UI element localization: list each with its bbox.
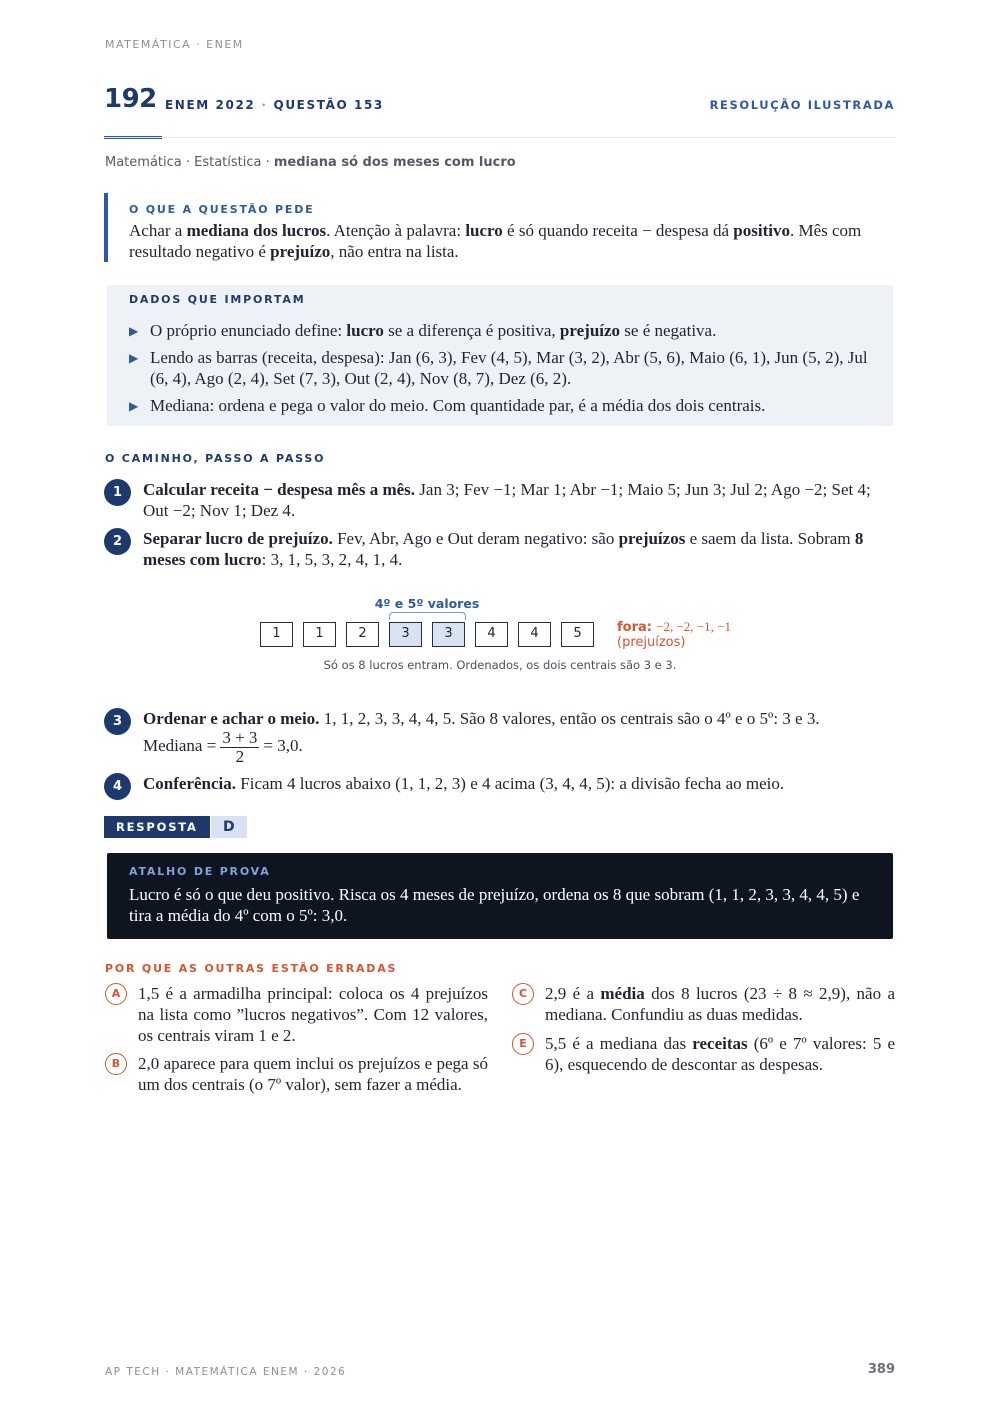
step-number-badge: 4	[104, 773, 131, 800]
shortcut-text: Lucro é só o que deu positivo. Risca os 4 meses de prejuízo, ordena os 8 que sobram (1, 1, 2, 3, 3, 4, 4, 5) e tira a média do 4º com o 5º: 3,0.	[129, 885, 860, 925]
option-explanation: 1,5 é a armadilha principal: coloca os 4 prejuízos na lista como ”lucros negativos”. Com 12 valores, os centrais viram 1 e 2.	[138, 984, 488, 1045]
answer-badge	[104, 816, 247, 838]
highlight-label: 4º e 5º valores	[374, 596, 480, 611]
wrong-option-c	[512, 983, 895, 1025]
answer-label: RESPOSTA	[104, 816, 210, 838]
value-box: 5	[561, 622, 594, 647]
step-text: Calcular receita − despesa mês a mês. Jan 3; Fev −1; Mar 1; Abr −1; Maio 5; Jun 3; Jul 2; Ago −2; Set 4; Out −2; Nov 1; Dez 4.	[143, 480, 871, 520]
step-number-badge: 3	[104, 708, 131, 735]
wrong-options-label: POR QUE AS OUTRAS ESTÃO ERRADAS	[105, 962, 398, 975]
step-number-badge: 2	[104, 528, 131, 555]
answer-letter: D	[211, 816, 247, 838]
option-letter-circle: C	[512, 983, 534, 1005]
figure-caption: Só os 8 lucros entram. Ordenados, os dois centrais são 3 e 3.	[323, 658, 677, 672]
option-letter-circle: B	[105, 1053, 127, 1075]
topic-prefix: Matemática · Estatística ·	[105, 155, 274, 170]
wrong-option-a	[105, 983, 488, 1046]
value-box: 4	[475, 622, 508, 647]
header-section-title: RESOLUÇÃO ILUSTRADA	[709, 98, 895, 112]
key-data-box	[107, 285, 893, 426]
steps-section-label: O CAMINHO, PASSO A PASSO	[105, 452, 326, 465]
question-asks-label: O QUE A QUESTÃO PEDE	[129, 203, 315, 216]
option-explanation: 5,5 é a mediana das receitas (6º e 7º valores: 5 e 6), esquecendo de descontar as despesas.	[545, 1034, 895, 1074]
value-box-highlighted: 3	[432, 622, 465, 647]
wrong-option-b	[105, 1053, 488, 1095]
step-4	[104, 773, 895, 794]
page-number: 389	[867, 1362, 895, 1377]
bullet-triangle-icon: ▶	[129, 351, 139, 365]
key-data-label: DADOS QUE IMPORTAM	[129, 293, 306, 306]
value-box: 1	[303, 622, 336, 647]
step-text: Separar lucro de prejuízo. Fev, Abr, Ago e Out deram negativo: são prejuízos e saem da lista. Sobram 8 meses com lucro: 3, 1, 5, 3, 2, 4, 1, 4.	[143, 529, 864, 569]
median-formula: Mediana = $\frac{3 + 3}{2}$ = 3,0.	[143, 728, 303, 766]
question-asks-box	[104, 193, 895, 262]
list-item: ▶ Lendo as barras (receita, despesa): Jan (6, 3), Fev (4, 5), Mar (3, 2), Abr (5, 6), Maio (6, 1), Jun (5, 2), Jul (6, 4), Ago (2, 4), Set (7, 3), Out (2, 4), Nov (8, 7), Dez (6, 2).	[129, 348, 868, 388]
option-explanation: 2,9 é a média dos 8 lucros (23 ÷ 8 ≈ 2,9), não a mediana. Confundiu as duas medidas.	[545, 984, 896, 1024]
step-1	[104, 479, 895, 521]
step-3	[104, 708, 895, 766]
value-box-highlighted: 3	[389, 622, 422, 647]
excluded-note: (prejuízos)	[617, 635, 686, 650]
bullet-triangle-icon: ▶	[129, 399, 139, 413]
list-item: ▶ O próprio enunciado define: lucro se a diferença é positiva, prejuízo se é negativa.	[129, 321, 717, 340]
step-text: Conferência. Ficam 4 lucros abaixo (1, 1, 2, 3) e 4 acima (3, 4, 4, 5): a divisão fecha ao meio.	[143, 774, 785, 793]
step-number-badge: 1	[104, 479, 131, 506]
shortcut-box	[107, 853, 893, 939]
question-id: QUESTÃO 153	[273, 98, 384, 112]
bullet-triangle-icon: ▶	[129, 324, 139, 338]
question-number: 192	[104, 84, 157, 114]
header-rule	[104, 137, 895, 138]
excluded-label: fora:	[617, 620, 652, 635]
separator-dot: ·	[261, 98, 268, 112]
topic-emphasis: mediana só dos meses com lucro	[273, 155, 516, 170]
wrong-option-e	[512, 1033, 895, 1075]
highlight-brace	[389, 612, 466, 620]
shortcut-label: ATALHO DE PROVA	[129, 865, 271, 878]
option-explanation: 2,0 aparece para quem inclui os prejuízos e pega só um dos centrais (o 7º valor), sem fazer a média.	[138, 1054, 488, 1094]
excluded-values: −2, −2, −1, −1	[656, 619, 731, 634]
exam-label	[165, 98, 384, 112]
step-2	[104, 528, 895, 570]
value-box: 2	[346, 622, 379, 647]
excluded-values-note	[617, 619, 731, 650]
fraction: $\frac{3 + 3}{2}$	[222, 728, 258, 766]
exam-name: ENEM 2022	[165, 98, 256, 112]
value-box: 4	[518, 622, 551, 647]
topic-line	[105, 155, 516, 170]
running-head: MATEMÁTICA · ENEM	[105, 38, 244, 51]
step-text: Ordenar e achar o meio. 1, 1, 2, 3, 3, 4, 4, 5. São 8 valores, então os centrais são o 4º e o 5º: 3 e 3. Mediana = $\frac{3 + 3}{2}$ = 3,0.	[143, 709, 820, 766]
value-box: 1	[260, 622, 293, 647]
list-item: ▶ Mediana: ordena e pega o valor do meio. Com quantidade par, é a média dos dois centrais.	[129, 396, 766, 415]
key-data-list	[129, 320, 871, 416]
option-letter-circle: A	[105, 983, 127, 1005]
option-letter-circle: E	[512, 1033, 534, 1055]
footer-text: AP TECH · MATEMÁTICA ENEM · 2026	[105, 1366, 347, 1378]
question-asks-text: Achar a mediana dos lucros. Atenção à palavra: lucro é só quando receita − despesa dá positivo. Mês com resultado negativo é prejuízo, não entra na lista.	[129, 221, 862, 261]
